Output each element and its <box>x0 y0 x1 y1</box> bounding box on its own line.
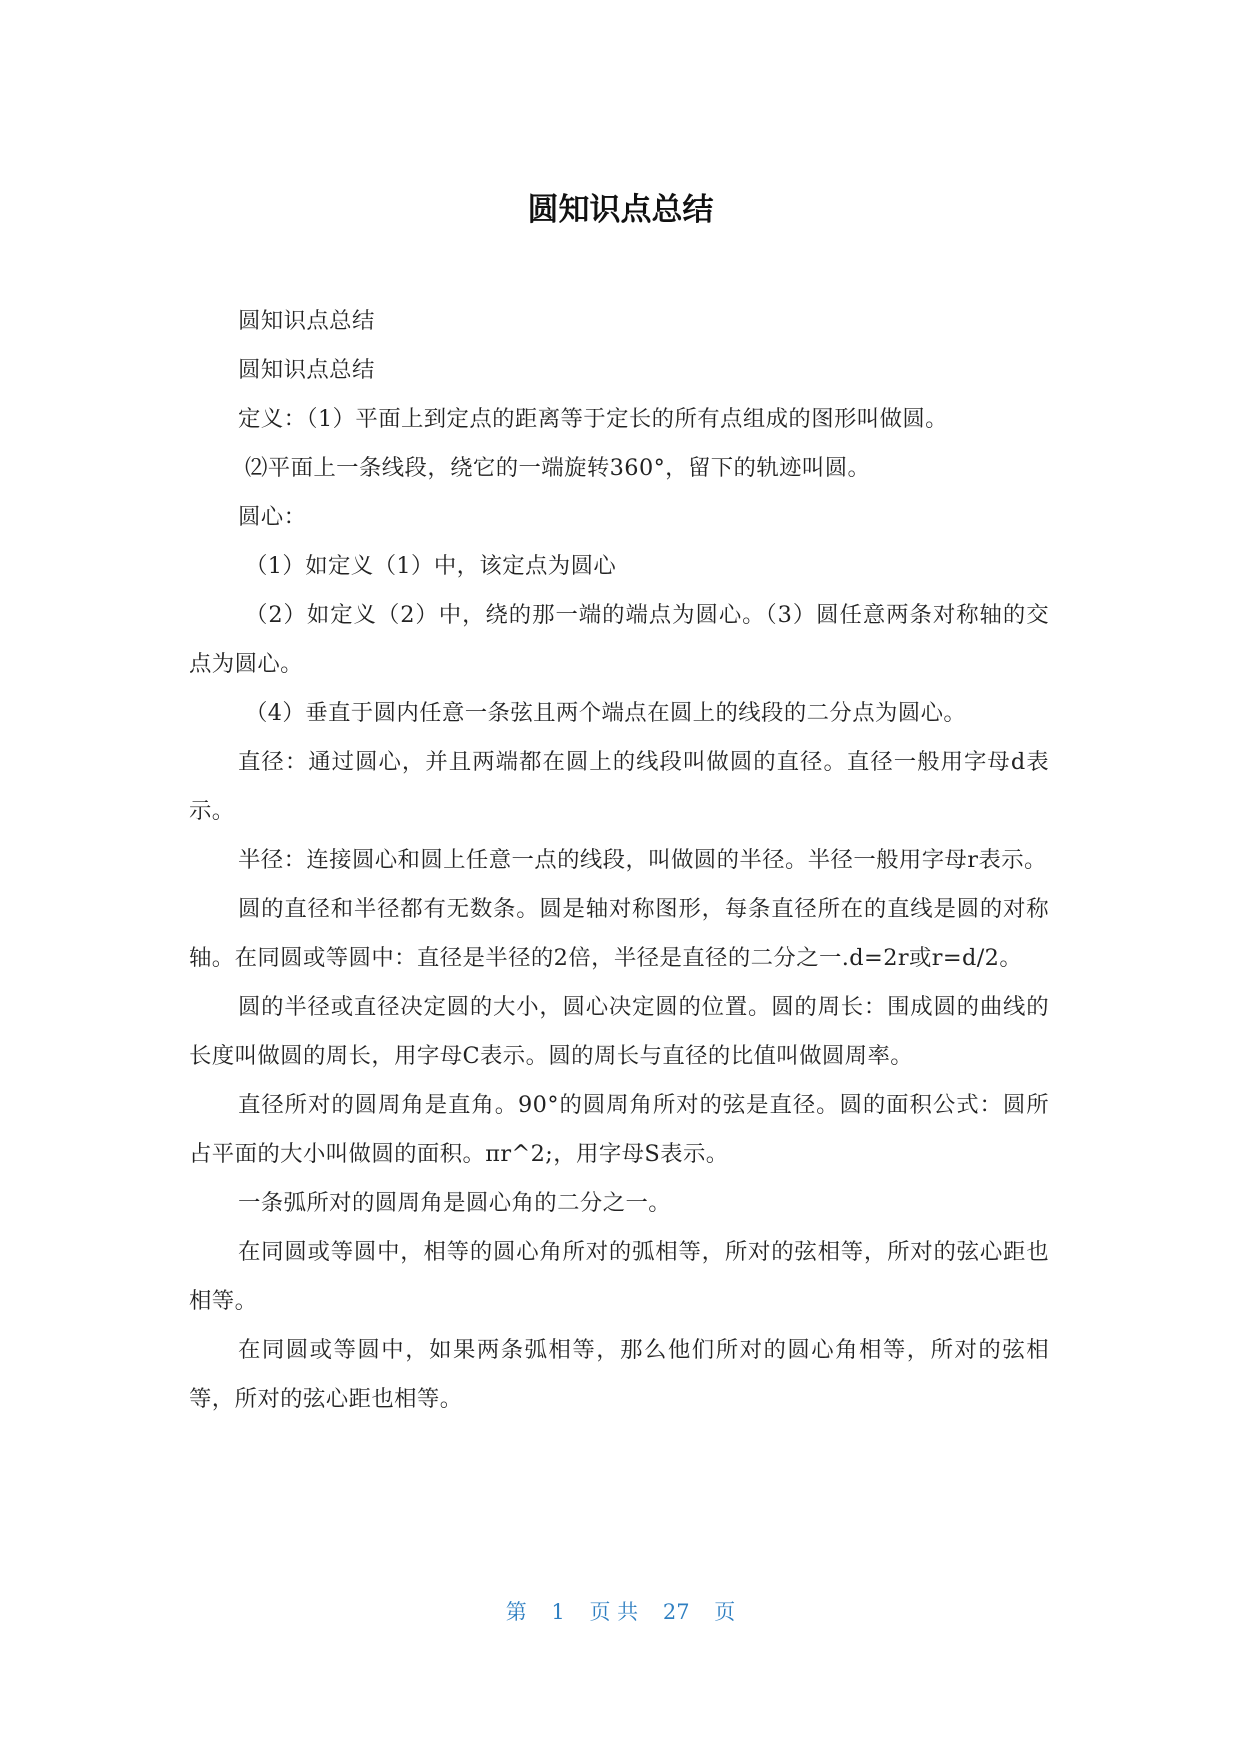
paragraph: （1）如定义（1）中，该定点为圆心 <box>245 553 617 579</box>
paragraph: 圆知识点总结 <box>238 357 375 383</box>
paragraph: 圆的半径或直径决定圆的大小，圆心决定圆的位置。圆的周长：围成圆的曲线的长度叫做圆的周长，用字母C表示。圆的周长与直径的比值叫做圆周率。 <box>189 994 1049 1069</box>
paragraph: 圆知识点总结 <box>238 308 375 334</box>
document-body <box>189 297 1049 1424</box>
paragraph: （2）如定义（2）中，绕的那一端的端点为圆心。（3）圆任意两条对称轴的交点为圆心。 <box>189 602 1049 677</box>
paragraph: 半径：连接圆心和圆上任意一点的线段，叫做圆的半径。半径一般用字母r表示。 <box>238 847 1047 873</box>
footer-label-page-of: 页 共 <box>589 1600 639 1624</box>
paragraph: ⑵平面上一条线段，绕它的一端旋转360°，留下的轨迹叫圆。 <box>245 455 871 481</box>
paragraph: 在同圆或等圆中，如果两条弧相等，那么他们所对的圆心角相等，所对的弦相等，所对的弦心距也相等。 <box>189 1337 1049 1412</box>
paragraph: 定义：（1）平面上到定点的距离等于定长的所有点组成的图形叫做圆。 <box>238 406 948 432</box>
footer-label-page-end: 页 <box>714 1600 736 1624</box>
document-title: 圆知识点总结 <box>527 192 714 228</box>
footer-label-page: 第 <box>505 1600 527 1624</box>
footer-total-pages: 27 <box>662 1600 690 1624</box>
paragraph: （4）垂直于圆内任意一条弦且两个端点在圆上的线段的二分点为圆心。 <box>245 700 967 726</box>
paragraph: 在同圆或等圆中，相等的圆心角所对的弧相等，所对的弦相等，所对的弦心距也相等。 <box>189 1239 1049 1314</box>
paragraph: 直径：通过圆心，并且两端都在圆上的线段叫做圆的直径。直径一般用字母d表示。 <box>189 749 1049 824</box>
page-number-footer <box>0 1597 1241 1627</box>
footer-current-page: 1 <box>551 1600 565 1624</box>
paragraph: 一条弧所对的圆周角是圆心角的二分之一。 <box>238 1190 672 1216</box>
paragraph: 圆心： <box>238 504 307 530</box>
paragraph: 圆的直径和半径都有无数条。圆是轴对称图形，每条直径所在的直线是圆的对称轴。在同圆或等圆中：直径是半径的2倍，半径是直径的二分之一.d=2r或r=d/2。 <box>189 896 1049 971</box>
paragraph: 直径所对的圆周角是直角。90°的圆周角所对的弦是直径。圆的面积公式：圆所占平面的大小叫做圆的面积。πr^2;，用字母S表示。 <box>189 1092 1049 1167</box>
